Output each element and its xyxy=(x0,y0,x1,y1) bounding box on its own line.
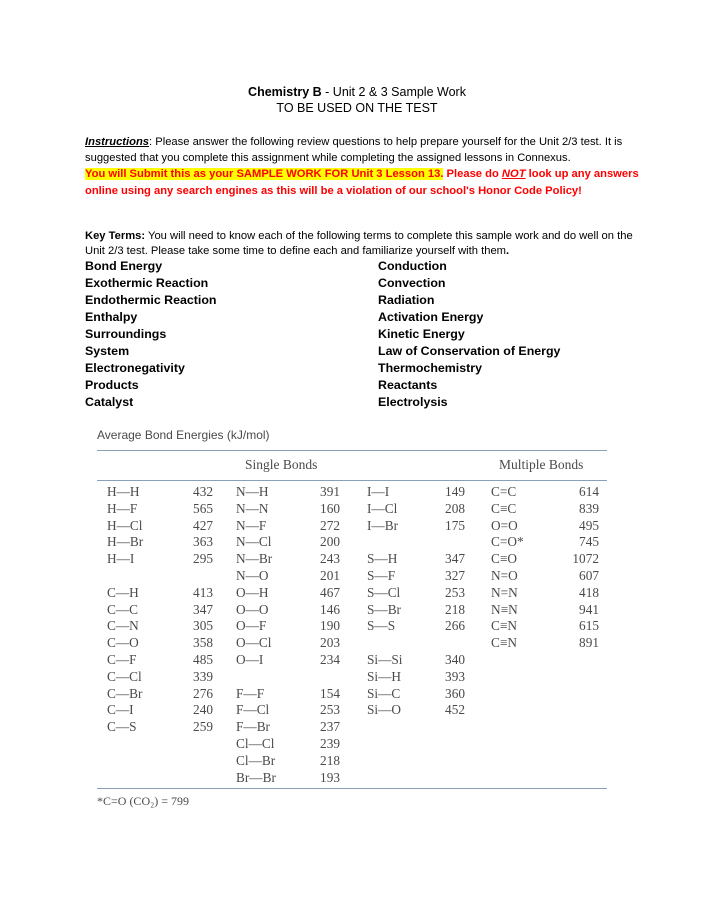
bond-energy-value: 607 xyxy=(579,568,599,583)
bond-label: N—N xyxy=(236,500,269,516)
bond-label: S—S xyxy=(367,618,396,634)
key-terms-text: You will need to know each of the following terms to complete this sample work and do well on the Unit 2/3 test. Please take some time to define each and familiarize yourself with them xyxy=(85,230,633,257)
key-term: Radiation xyxy=(378,293,435,307)
bond-label: N—O xyxy=(236,568,269,583)
bond-energy-value: 193 xyxy=(320,769,340,785)
bond-energy-value: 234 xyxy=(320,652,340,667)
bond-energy-value: 614 xyxy=(579,484,599,499)
key-term: Products xyxy=(85,378,139,392)
bond-energy-value: 485 xyxy=(193,652,213,667)
bond-energy-value: 266 xyxy=(445,618,465,634)
submission-highlight: You will Submit this as your SAMPLE WORK FOR Unit 3 Lesson 13. xyxy=(85,168,444,181)
bond-label: S—Cl xyxy=(367,584,401,600)
bond-energy-value: 253 xyxy=(320,702,340,718)
bond-label: Br—Br xyxy=(236,769,276,785)
bond-label: C—H xyxy=(107,584,139,600)
bond-energy-table xyxy=(97,428,607,818)
key-term: Activation Energy xyxy=(378,310,484,324)
bond-label: C—C xyxy=(107,601,139,617)
key-term: Bond Energy xyxy=(85,259,163,273)
bond-label: C=C xyxy=(491,484,517,499)
bond-label: C—Cl xyxy=(107,668,142,684)
terms-left-column xyxy=(85,258,217,411)
bond-label: I—Cl xyxy=(367,500,398,516)
bond-energy-value: 200 xyxy=(320,534,340,550)
bond-label: Cl—Br xyxy=(236,752,276,768)
bond-label: N—H xyxy=(236,484,269,499)
key-term: System xyxy=(85,344,130,358)
instructions-lead: Instructions xyxy=(85,136,150,148)
bond-label: C—I xyxy=(107,702,134,718)
bond-energy-value: 347 xyxy=(445,551,465,567)
bond-energy-value: 340 xyxy=(445,652,465,667)
bond-energy-value: 452 xyxy=(445,702,465,718)
bond-energy-value: 891 xyxy=(579,635,599,651)
page-title xyxy=(0,84,714,100)
bond-energy-value: 203 xyxy=(320,635,340,651)
table-top-rule xyxy=(97,450,607,451)
bond-energy-value: 276 xyxy=(193,685,213,701)
bond-energy-value: 413 xyxy=(193,584,213,600)
bond-energy-value: 358 xyxy=(193,635,213,651)
key-term: Kinetic Energy xyxy=(378,327,465,341)
bond-label: F—Br xyxy=(236,719,270,735)
bond-label: Si—C xyxy=(367,685,401,701)
bond-energy-value: 146 xyxy=(320,601,340,617)
bond-label: N=O xyxy=(491,568,518,583)
table-caption: Average Bond Energies (kJ/mol) xyxy=(97,428,270,442)
bond-energy-value: 360 xyxy=(445,685,465,701)
bond-energy-value: 259 xyxy=(193,719,213,735)
bond-energy-value: 253 xyxy=(445,584,465,600)
bond-energy-value: 305 xyxy=(193,618,213,634)
bond-label: S—H xyxy=(367,551,398,567)
bond-label: C=O* xyxy=(491,534,524,550)
bond-energy-value: 941 xyxy=(579,601,599,617)
key-term: Exothermic Reaction xyxy=(85,276,209,290)
bond-label: Si—O xyxy=(367,702,401,718)
key-term: Electrolysis xyxy=(378,395,448,409)
instructions-text: : Please answer the following review questions to help prepare yourself for the Unit 2/3 test. It is suggested that you complete this assignment while completing the assigned lessons in Connexus. xyxy=(85,136,623,165)
key-term: Electronegativity xyxy=(85,361,185,375)
bond-energy-value: 347 xyxy=(193,601,213,617)
bond-label: S—Br xyxy=(367,601,401,617)
bond-label: N—Cl xyxy=(236,534,272,550)
bond-label: C—Br xyxy=(107,685,143,701)
key-term: Catalyst xyxy=(85,395,134,409)
bond-energy-value: 272 xyxy=(320,517,340,533)
bond-label: N—Br xyxy=(236,551,273,567)
bond-label: C—O xyxy=(107,635,139,651)
bond-energy-value: 391 xyxy=(320,484,340,499)
bond-energy-value: 363 xyxy=(193,534,213,550)
key-terms-end: . xyxy=(505,245,510,257)
header-single-bonds: Single Bonds xyxy=(245,457,318,472)
bond-energy-value: 149 xyxy=(445,484,465,499)
bond-label: H—Cl xyxy=(107,517,143,533)
key-term: Law of Conservation of Energy xyxy=(378,344,561,358)
key-term: Convection xyxy=(378,276,446,290)
bond-energy-value: 237 xyxy=(320,719,340,735)
bond-label: F—Cl xyxy=(236,702,270,718)
warning-before: Please do xyxy=(443,168,502,181)
bond-energy-value: 218 xyxy=(320,752,340,768)
bond-label: Si—H xyxy=(367,668,401,684)
bond-label: N≡N xyxy=(491,601,518,617)
bond-label: O=O xyxy=(491,517,518,533)
bond-energy-value: 295 xyxy=(193,551,213,567)
bond-energy-value: 160 xyxy=(320,500,340,516)
bond-energy-value: 427 xyxy=(193,517,213,533)
bond-label: H—F xyxy=(107,500,138,516)
bond-label: N—F xyxy=(236,517,267,533)
bond-energy-value: 190 xyxy=(320,618,340,634)
key-terms-paragraph xyxy=(85,229,645,259)
terms-right-column xyxy=(378,258,560,411)
bond-label: C≡N xyxy=(491,618,517,634)
bond-energy-value: 418 xyxy=(579,584,599,600)
bond-energy-value: 327 xyxy=(445,568,465,583)
bond-label: H—I xyxy=(107,551,135,567)
bond-energy-value: 745 xyxy=(579,534,599,550)
bond-label: C—S xyxy=(107,719,137,735)
bond-energy-value: 339 xyxy=(193,668,213,684)
instructions-paragraph xyxy=(85,134,645,199)
bond-label: Cl—Cl xyxy=(236,736,275,751)
warning-after: look up any answers online using any search engines as this will be a violation of our school's Honor Code Policy! xyxy=(85,168,639,197)
bond-label: H—H xyxy=(107,484,140,499)
bond-energy-value: 154 xyxy=(320,685,340,701)
bond-label: C—F xyxy=(107,652,137,667)
table-header-rule xyxy=(97,480,607,481)
title-rest: - Unit 2 & 3 Sample Work xyxy=(321,85,466,99)
bond-label: Si—Si xyxy=(367,652,403,667)
bond-energy-value: 240 xyxy=(193,702,213,718)
bond-label: O—H xyxy=(236,584,269,600)
bond-energy-value: 239 xyxy=(320,736,340,751)
key-term: Reactants xyxy=(378,378,438,392)
bond-label: F—F xyxy=(236,685,265,701)
bond-energy-value: 467 xyxy=(320,584,340,600)
table-bottom-rule xyxy=(97,788,607,789)
bond-energy-value: 175 xyxy=(445,517,465,533)
warning-not: NOT xyxy=(501,168,526,181)
bond-label: I—Br xyxy=(367,517,399,533)
title-bold: Chemistry B xyxy=(248,85,322,99)
key-term: Thermochemistry xyxy=(378,361,482,375)
bond-label: S—F xyxy=(367,568,396,583)
page-subtitle: TO BE USED ON THE TEST xyxy=(276,101,438,115)
bond-label: O—O xyxy=(236,601,269,617)
bond-energy-value: 839 xyxy=(579,500,599,516)
bond-energy-value: 218 xyxy=(445,601,465,617)
bond-energy-value: 243 xyxy=(320,551,340,567)
bond-label: C≡O xyxy=(491,551,517,567)
bond-label: O—Cl xyxy=(236,635,272,651)
bond-energy-value: 495 xyxy=(579,517,599,533)
bond-energy-value: 201 xyxy=(320,568,340,583)
bond-energy-value: 208 xyxy=(445,500,465,516)
bond-energy-value: 432 xyxy=(193,484,213,499)
bond-label: C≡C xyxy=(491,500,517,516)
key-term: Endothermic Reaction xyxy=(85,293,217,307)
bond-energy-value: 393 xyxy=(445,668,465,684)
key-term: Enthalpy xyxy=(85,310,138,324)
key-terms-lead: Key Terms: xyxy=(85,230,146,242)
bond-energy-value: 615 xyxy=(579,618,599,634)
bond-label: I—I xyxy=(367,484,390,499)
bond-energy-value: 565 xyxy=(193,500,213,516)
bond-energy-value: 1072 xyxy=(572,551,599,567)
bond-label: C—N xyxy=(107,618,139,634)
bond-label: O—I xyxy=(236,652,264,667)
bond-label: H—Br xyxy=(107,534,144,550)
table-footnote: *C=O (CO₂) = 799 xyxy=(97,794,190,808)
key-term: Conduction xyxy=(378,259,447,273)
header-multiple-bonds: Multiple Bonds xyxy=(499,457,584,472)
bond-label: C≡N xyxy=(491,635,517,651)
bond-label: O—F xyxy=(236,618,267,634)
bond-label: N=N xyxy=(491,584,518,600)
key-term: Surroundings xyxy=(85,327,167,341)
